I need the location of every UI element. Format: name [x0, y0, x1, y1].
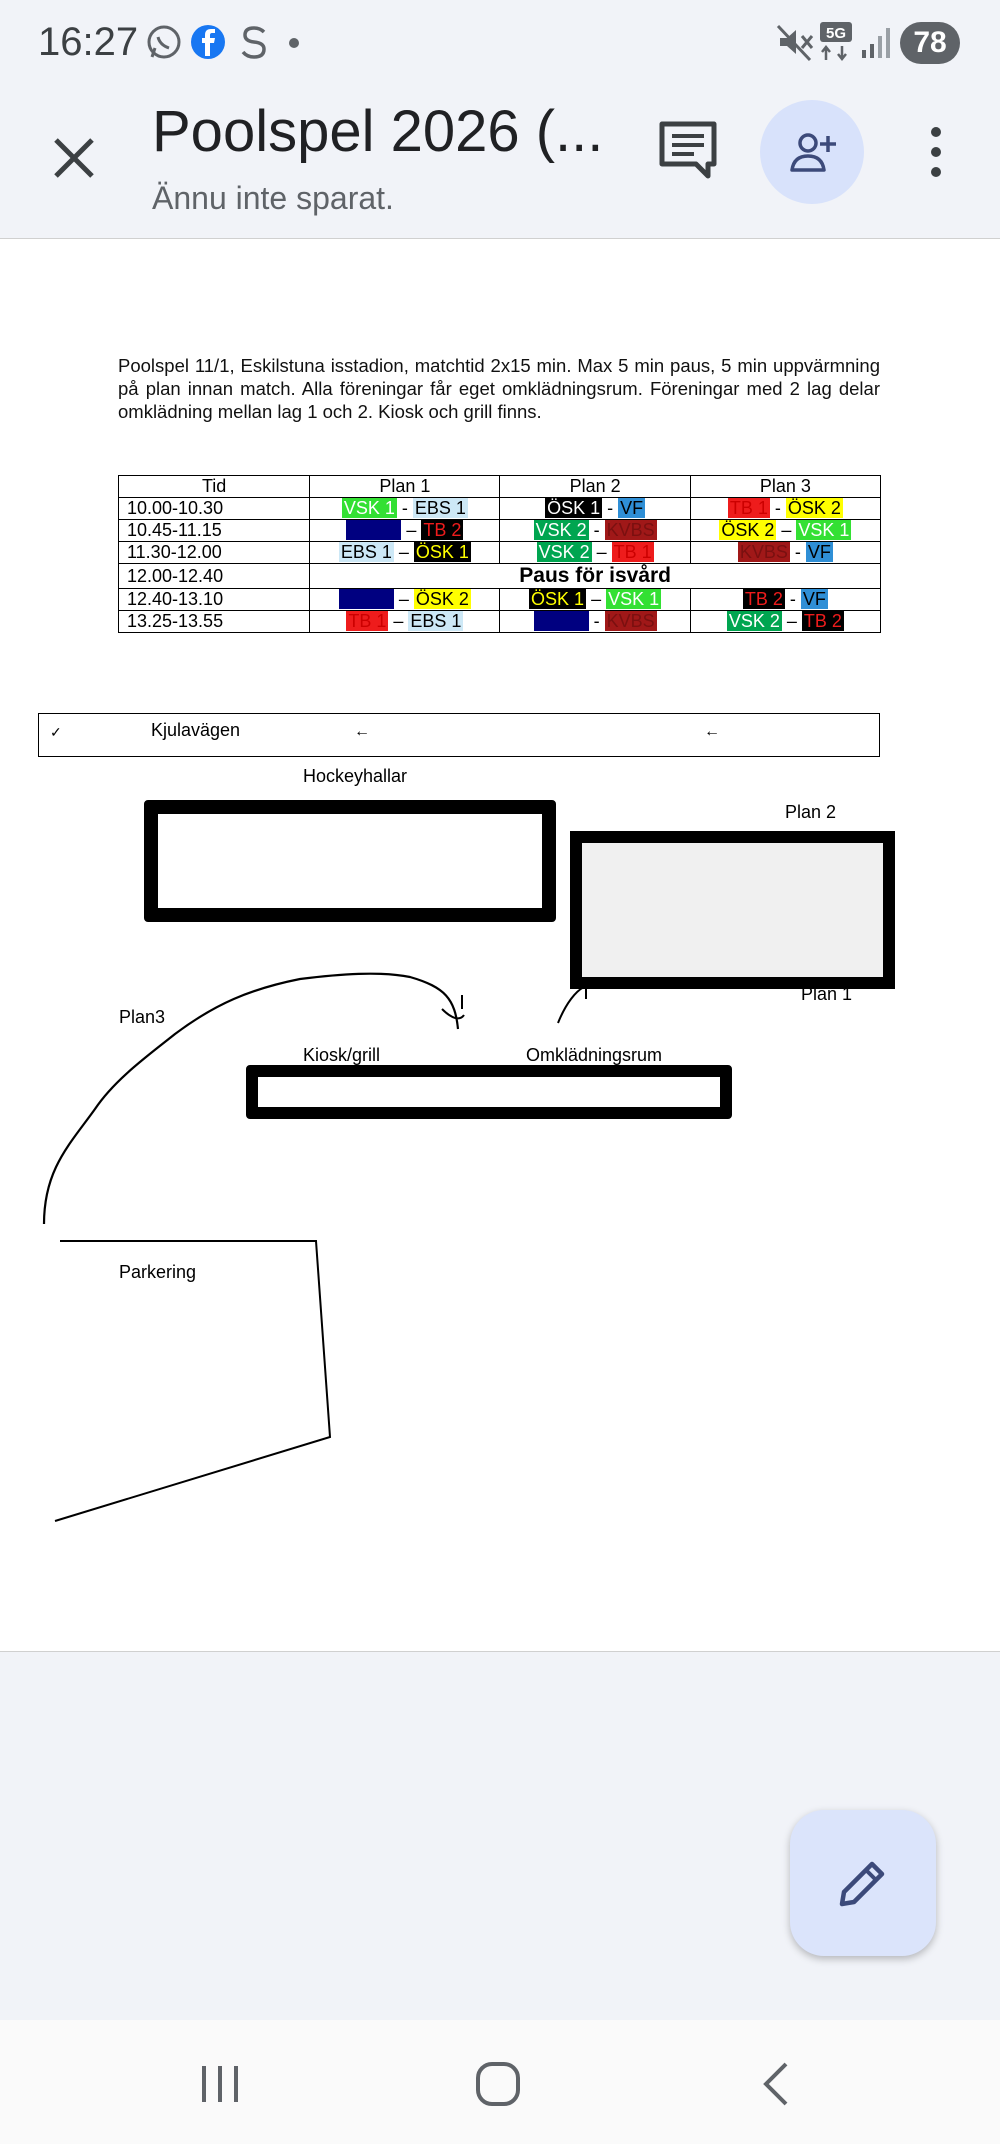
team-tag: TB 2 — [803, 611, 842, 631]
comment-icon[interactable] — [656, 118, 720, 182]
match-separator: – — [393, 589, 414, 609]
team-tag: KVBS — [606, 520, 655, 540]
save-status: Ännu inte sparat. — [152, 180, 394, 216]
time-cell: 10.00-10.30 — [119, 498, 310, 520]
s-app-icon — [232, 20, 276, 64]
match-cell-plan2 — [500, 611, 690, 633]
parkering-label: Parkering — [119, 1262, 197, 1282]
signal-icon — [856, 20, 900, 64]
match-cell-plan1 — [310, 589, 500, 611]
team-tag: VSK 2 — [728, 611, 780, 631]
match-cell-plan3 — [690, 542, 880, 564]
team-tag: TB 1 — [348, 611, 387, 631]
road-arrow-right: ← — [704, 723, 720, 740]
hockeyhallar-building — [144, 800, 556, 922]
team-tag: VSK 2 — [538, 542, 590, 562]
table-header-row — [119, 476, 881, 498]
mute-icon — [772, 20, 816, 64]
header-plan2: Plan 2 — [500, 476, 690, 498]
match-separator: – — [776, 520, 797, 540]
match-cell-plan2 — [500, 542, 690, 564]
table-row — [119, 611, 881, 633]
kiosk-label: Kiosk/grill — [303, 1045, 381, 1065]
road-check-mark: ✓ — [50, 724, 62, 740]
more-vert-icon[interactable] — [916, 120, 956, 184]
rink-plan — [570, 831, 895, 989]
team-tag: VF — [620, 498, 644, 518]
plan3-label: Plan3 — [119, 1007, 166, 1027]
match-separator: - — [396, 498, 413, 518]
edit-pencil-icon — [834, 1854, 892, 1912]
match-separator: – — [591, 542, 612, 562]
match-cell-plan2 — [500, 520, 690, 542]
close-icon[interactable] — [44, 128, 104, 188]
plan1-label: Plan 1 — [801, 984, 853, 1004]
team-tag: TB 1 — [729, 498, 768, 518]
header-tid: Tid — [119, 476, 310, 498]
match-separator: – — [388, 611, 409, 631]
table-row — [119, 564, 881, 589]
add-person-icon — [788, 130, 838, 174]
team-tag: VSK 1 — [343, 498, 395, 518]
header-plan3: Plan 3 — [690, 476, 880, 498]
whatsapp-icon — [142, 20, 186, 64]
team-tag: TB 2 — [423, 520, 462, 540]
share-button[interactable] — [760, 100, 864, 204]
road-arrow-left: ← — [354, 723, 370, 740]
match-cell-plan2 — [500, 589, 690, 611]
match-cell-plan3 — [690, 611, 880, 633]
time-cell: 13.25-13.55 — [119, 611, 310, 633]
team-tag: EBS 1 — [340, 542, 392, 562]
match-separator: – — [586, 589, 607, 609]
team-tag: ÖSK 2 — [787, 498, 841, 518]
team-tag: ÖSK 2 — [415, 589, 469, 609]
match-cell-plan1 — [310, 611, 500, 633]
match-separator: - — [784, 589, 801, 609]
status-bar — [0, 0, 1000, 88]
table-row — [119, 542, 881, 564]
road-label: Kjulavägen — [151, 720, 241, 740]
omkladning-label: Omklädningsrum — [526, 1045, 663, 1065]
time-cell: 12.40-13.10 — [119, 589, 310, 611]
status-time: 16:27 — [38, 20, 139, 64]
kiosk-building — [246, 1065, 732, 1119]
team-tag: EBS 2 — [348, 520, 400, 540]
document-title: Poolspel 2026 (... — [152, 99, 604, 164]
match-cell-plan1 — [310, 542, 500, 564]
team-tag: TB 1 — [613, 542, 652, 562]
team-tag: VF — [802, 589, 826, 609]
team-tag: TB 2 — [744, 589, 783, 609]
table-row — [119, 589, 881, 611]
intro-paragraph: Poolspel 11/1, Eskilstuna isstadion, matchtid 2x15 min. Max 5 min paus, 5 min uppvärmning på plan innan match. Alla föreningar får eget omklädningsrum. Föreningar med 2 lag delar omklädning mellan lag 1 och 2. Kiosk och grill finns. — [118, 355, 880, 422]
team-tag: ÖSK 1 — [531, 589, 585, 609]
match-separator: – — [393, 542, 414, 562]
dot-icon — [280, 20, 324, 64]
back-icon[interactable] — [748, 2054, 808, 2114]
match-separator: – — [781, 611, 802, 631]
team-tag: VSK 1 — [798, 520, 850, 540]
team-tag: KVBS — [739, 542, 788, 562]
home-icon[interactable] — [468, 2054, 528, 2114]
edit-button[interactable] — [790, 1810, 936, 1956]
parking-outline — [55, 1241, 330, 1521]
schedule-table — [118, 475, 881, 633]
hockeyhallar-label: Hockeyhallar — [303, 766, 408, 786]
match-cell-plan1 — [310, 520, 500, 542]
match-cell-plan3 — [690, 520, 880, 542]
time-cell: 10.45-11.15 — [119, 520, 310, 542]
document-page[interactable] — [0, 238, 1000, 1652]
match-cell-plan1 — [310, 498, 500, 520]
recent-apps-icon[interactable] — [190, 2054, 250, 2114]
team-tag: EBS 1 — [410, 611, 462, 631]
match-separator: - — [588, 520, 605, 540]
5g-icon — [816, 20, 860, 64]
team-tag: KVBS — [606, 611, 655, 631]
table-row — [119, 498, 881, 520]
team-tag: ÖSK 1 — [547, 498, 601, 518]
time-cell: 11.30-12.00 — [119, 542, 310, 564]
facebook-icon — [186, 20, 230, 64]
curve-hook — [442, 995, 464, 1018]
team-tag: EBS 2 — [340, 589, 392, 609]
pause-cell: Paus för isvård — [310, 564, 881, 589]
team-tag: EBS 2 — [535, 611, 587, 631]
match-cell-plan3 — [690, 589, 880, 611]
network-label: 5G — [825, 25, 847, 42]
match-separator: - — [769, 498, 786, 518]
team-tag: VF — [807, 542, 831, 562]
match-separator: - — [588, 611, 605, 631]
match-cell-plan3 — [690, 498, 880, 520]
battery-indicator: 78 — [900, 22, 960, 64]
team-tag: ÖSK 1 — [415, 542, 469, 562]
match-separator: - — [789, 542, 806, 562]
schedule-body — [119, 498, 881, 633]
match-cell-plan2 — [500, 498, 690, 520]
match-separator: – — [401, 520, 422, 540]
time-cell: 12.00-12.40 — [119, 564, 310, 589]
header-plan1: Plan 1 — [310, 476, 500, 498]
plan2-label: Plan 2 — [785, 802, 837, 822]
team-tag: VSK 1 — [608, 589, 660, 609]
team-tag: ÖSK 2 — [721, 520, 775, 540]
table-row — [119, 520, 881, 542]
entrance-arrow — [558, 985, 586, 1023]
team-tag: VSK 2 — [535, 520, 587, 540]
team-tag: EBS 1 — [414, 498, 466, 518]
match-separator: - — [602, 498, 619, 518]
